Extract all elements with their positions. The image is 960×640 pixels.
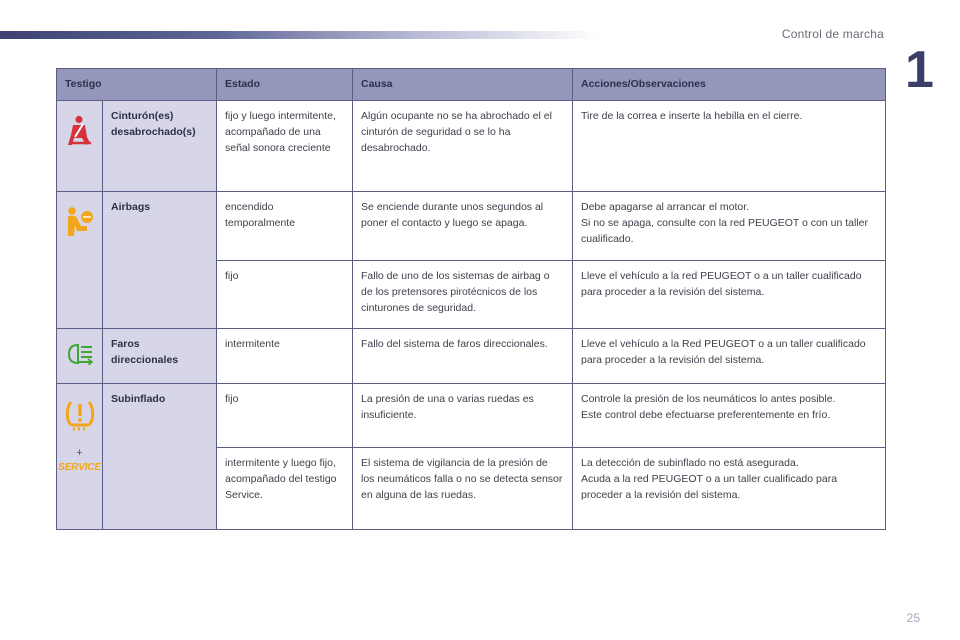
faros-estado: intermitente	[217, 329, 353, 384]
subinflado-causa-2: El sistema de vigilancia de la presión de los neumáticos falla o no se detecta sensor en alguna de las ruedas.	[353, 448, 573, 530]
chapter-number: 1	[905, 41, 934, 99]
table-row-faros	[57, 329, 886, 384]
airbag-warning-icon	[63, 206, 97, 238]
subinflado-acciones-2: La detección de subinflado no está asegurada. Acuda a la red PEUGEOT o a un taller cualificado para proceder a la revisión del sistema.	[573, 448, 886, 530]
subinflado-estado-2: intermitente y luego fijo, acompañado del testigo Service.	[217, 448, 353, 530]
airbags-estado-2: fijo	[217, 261, 353, 329]
directional-headlamp-icon	[65, 343, 95, 365]
airbags-causa-2: Fallo de uno de los sistemas de airbag o de los pretensores pirotécnicos de los cinturones de seguridad.	[353, 261, 573, 329]
header-gradient-bar	[0, 31, 600, 39]
column-header-estado: Estado	[217, 69, 353, 101]
subinflado-icon-cell	[57, 384, 103, 530]
faros-name: Faros direccionales	[103, 329, 217, 384]
subinflado-estado-1: fijo	[217, 384, 353, 448]
column-header-causa: Causa	[353, 69, 573, 101]
table-header-row	[57, 69, 886, 101]
airbag-icon-cell	[57, 192, 103, 329]
airbags-acciones-1: Debe apagarse al arrancar el motor. Si no se apaga, consulte con la red PEUGEOT o con un taller cualificado.	[573, 192, 886, 261]
airbags-estado-1: encendido temporalmente	[217, 192, 353, 261]
subinflado-name: Subinflado	[103, 384, 217, 530]
airbags-name: Airbags	[103, 192, 217, 329]
seatbelt-warning-icon	[66, 115, 94, 147]
seatbelt-name: Cinturón(es) desabrochado(s)	[103, 101, 217, 192]
plus-sign: +	[76, 447, 83, 459]
table-row-subinflado-1	[57, 384, 886, 448]
seatbelt-estado: fijo y luego intermitente, acompañado de una señal sonora creciente	[217, 101, 353, 192]
seatbelt-causa: Algún ocupante no se ha abrochado el el cinturón de seguridad o se lo ha desabrochado.	[353, 101, 573, 192]
column-header-testigo: Testigo	[57, 69, 217, 101]
service-warning-icon: SERVICE	[58, 462, 101, 473]
seatbelt-acciones: Tire de la correa e inserte la hebilla en el cierre.	[573, 101, 886, 192]
airbags-acciones-2: Lleve el vehículo a la red PEUGEOT o a un taller cualificado para proceder a la revisión del sistema.	[573, 261, 886, 329]
column-header-acciones: Acciones/Observaciones	[573, 69, 886, 101]
warning-lights-table	[56, 68, 886, 530]
subinflado-causa-1: La presión de una o varias ruedas es insuficiente.	[353, 384, 573, 448]
airbags-causa-1: Se enciende durante unos segundos al poner el contacto y luego se apaga.	[353, 192, 573, 261]
page-number: 25	[906, 611, 920, 625]
tyre-pressure-warning-icon	[62, 398, 98, 434]
faros-causa: Fallo del sistema de faros direccionales.	[353, 329, 573, 384]
faros-acciones: Lleve el vehículo a la Red PEUGEOT o a un taller cualificado para proceder a la revisión del sistema.	[573, 329, 886, 384]
section-title: Control de marcha	[781, 27, 884, 41]
seatbelt-icon-cell	[57, 101, 103, 192]
service-indicator	[57, 448, 102, 473]
faros-icon-cell	[57, 329, 103, 384]
subinflado-acciones-1: Controle la presión de los neumáticos lo antes posible. Este control debe efectuarse preferentemente en frío.	[573, 384, 886, 448]
table-row-seatbelt	[57, 101, 886, 192]
table-row-airbags-1	[57, 192, 886, 261]
